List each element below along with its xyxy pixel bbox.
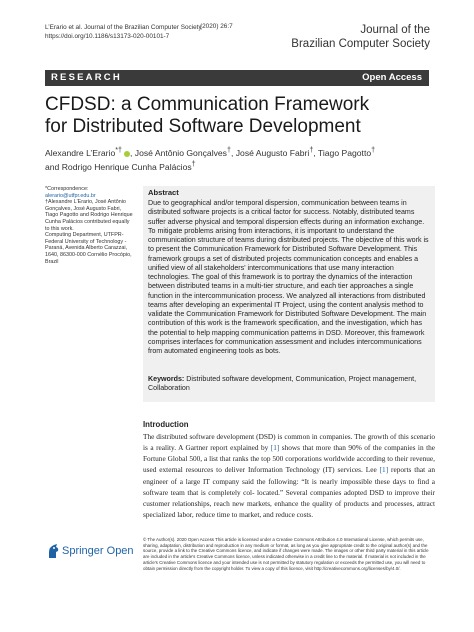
title-line2: for Distributed Software Development (45, 116, 361, 137)
reference-link[interactable]: [1] (379, 465, 389, 475)
keywords-text: Distributed software development, Communication, Project management, Collaboration (148, 375, 417, 393)
introduction-paragraph (143, 431, 435, 520)
introduction-heading: Introduction (143, 420, 189, 429)
doi-link[interactable]: https://doi.org/10.1186/s13173-020-00101-7 (45, 33, 170, 40)
citation-line: L’Erario et al. Journal of the Brazilian Computer Society (45, 24, 202, 31)
abstract-text: Due to geographical and/or temporal dispersion, communication between teams in distributed software projects is a critical factor for success. Notably, distributed teams suffer adverse physical and temporal dispersion effects during an information exchange. To mitigate problems arising from interactions, it is important to understand the communication structure of teams during distributed projects. The objective of this work is to present the Communication Framework for Distributed Software Development. This framework groups a set of distributed projects communication concepts and enables a unified view of all stakeholders' intercommunications that use many interaction technologies. The goal of this framework is to portray the dynamics of the interaction between distributed teams in a multi-tier structure, and each tier approaches a single function in the intercommunication process. We analyzed all interactions from distributed teams after developing an experimental IT Project, using the content analysis method to validate the Communication Framework for Distributed Software Development. The main contribution of this work is the framework specification, and the investigation, which has the potential to help mapping communication patterns in DSD. Moreover, this framework comprises interfaces for communication assessment and includes intercommunications from automated engineering tools as bots. (148, 199, 429, 355)
author-mark: *† (115, 146, 122, 154)
springer-open-wordmark: Springer Open (62, 545, 134, 557)
author-list (45, 145, 435, 173)
keywords (148, 375, 432, 394)
intro-text: shows that more than 90% of the companies in the Fortune Global 500, a list that ranks the top 500 corporations worldwide according to their revenue, used external resources to deliver Information Technology (IT) services. Lee (143, 443, 435, 475)
author-mark: † (371, 146, 376, 154)
author-name[interactable]: Alexandre L’Erario (45, 147, 116, 158)
reference-link[interactable]: [1] (270, 443, 280, 453)
keywords-label: Keywords: (148, 375, 185, 383)
correspondence-email[interactable]: alerario@utfpr.edu.br (45, 192, 96, 199)
correspondence-label: *Correspondence: (45, 186, 89, 192)
journal-name-line1: Journal of the (360, 24, 430, 36)
journal-name (291, 24, 430, 51)
author-name[interactable]: , José Augusto Fabri (230, 147, 310, 158)
year-volume: (2020) 26:7 (200, 23, 233, 30)
correspondence-sidebar (45, 186, 135, 265)
author-line1 (45, 145, 435, 159)
intro-text: The distributed software development (DSD) is common in companies. The growth of this scenario is a reality. A Gartner report explained by (143, 432, 435, 453)
license-text: © The Author(s). 2020 Open Access This article is licensed under a Creative Commons Attribution 4.0 International License, which permits use, sharing, adaptation, distribution and reproduction in any medium or format, as long as you give appropriate credit to the original author(s) and the source, provide a link to the Creative Commons licence, and indicate if changes were made. The images or other third party material in this article are included in the article's Creative Commons licence, unless indicated otherwise in a credit line to the material. If material is not included in the article's Creative Commons licence and your intended use is not permitted by statutory regulation or exceeds the permitted use, you will need to obtain permission directly from the copyright holder. To view a copy of this licence, visit http://creativecommons.org/licenses/by/4.0/. (143, 537, 429, 571)
author-name[interactable]: , Tiago Pagotto (313, 147, 372, 158)
springer-horse-icon (49, 544, 58, 558)
author-name[interactable]: and Rodrigo Henrique Cunha Palácios (45, 161, 192, 172)
article-type-label: RESEARCH (51, 72, 122, 83)
author-line2 (45, 159, 435, 173)
affiliation-note: †Alexandre L’Erario, José Antônio Gonçalves, José Augusto Fabri, Tiago Pagotto and Rodrigo Henrique Cunha Palácios contributed equally to this work. Computing Department, UTFPR- Federal University of Technology - Paraná, Avenida Alberto Carazzai, 1640, 86300-000 Cornélio Procópio, Brazil (45, 199, 133, 265)
intro-text: reports that an engineer of a large IT company said the following: “It is nearly impossible these days to find a software team that is completely col- located.” Several companies adopted DSD to improve their customer relationships, reach new markets, enhance the quality of products and processes, attract specialized labor, reduce time to market, and reduce costs. (143, 465, 435, 520)
open-access-label: Open Access (362, 72, 422, 83)
author-name[interactable]: , José Antônio Gonçalves (130, 147, 227, 158)
article-title (45, 94, 435, 138)
title-line1: CFDSD: a Communication Framework (45, 94, 370, 115)
citation-header (45, 23, 202, 41)
author-mark: † (191, 159, 196, 168)
author-mark: † (226, 146, 231, 154)
journal-name-line2: Brazilian Computer Society (291, 37, 430, 50)
abstract-heading: Abstract (148, 188, 179, 197)
author-mark: † (309, 146, 314, 154)
